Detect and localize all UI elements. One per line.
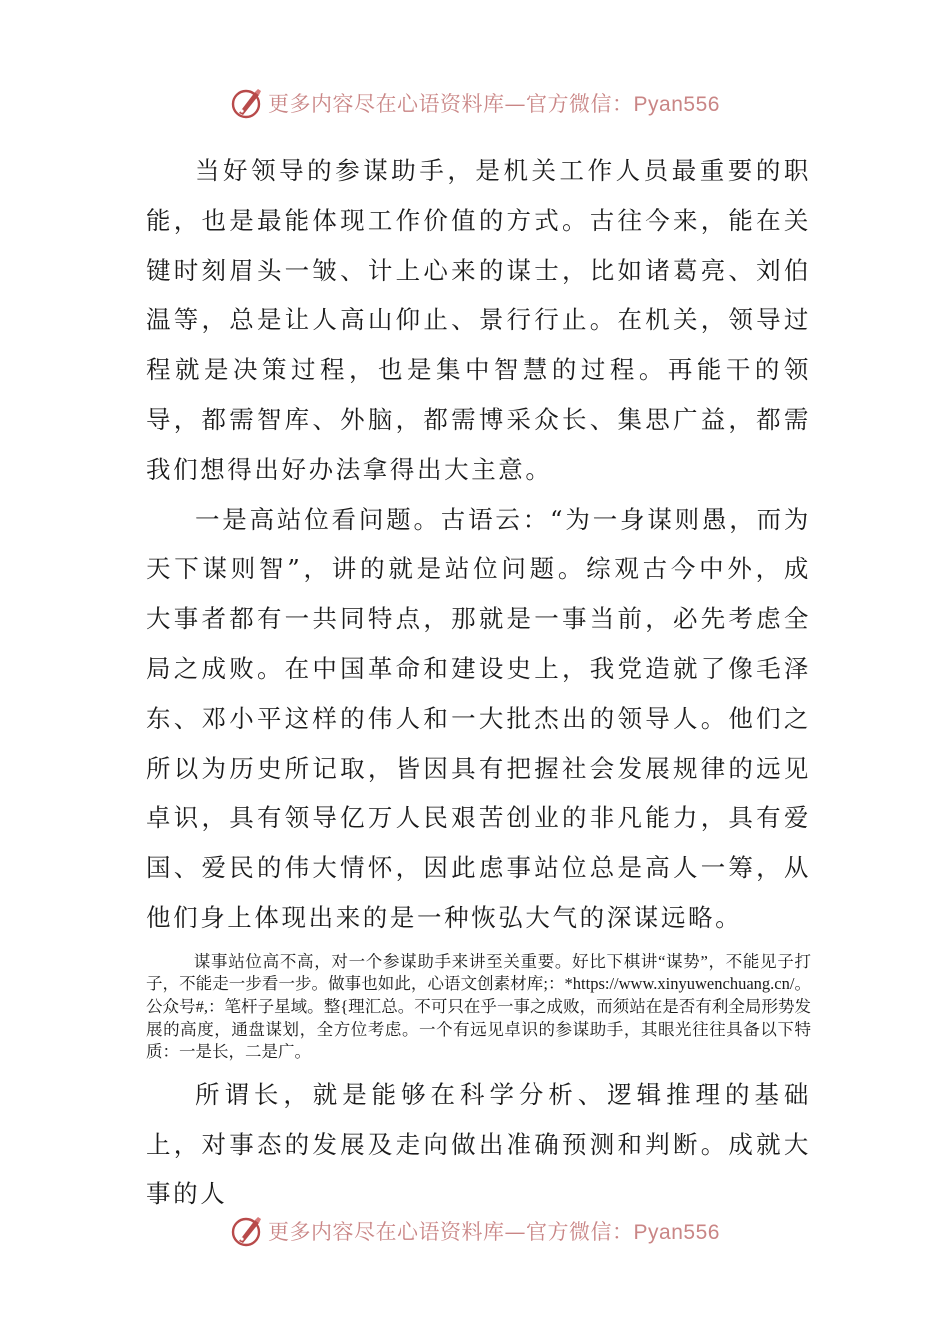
paragraph-2: 一是高站位看问题。古语云：“为一身谋则愚，而为天下谋则智”，讲的就是站位问题。综观古今中外，成大事者都有一共同特点，那就是一事当前，必先考虑全局之成败。在中国革命和建设史上，我党造就了像毛泽东、邓小平这样的伟人和一大批杰出的领导人。他们之所以为历史所记取，皆因具有把握社会发展规律的远见卓识，具有领导亿万人民艰苦创业的非凡能力，具有爱国、爱民的伟大情怀，因此虑事站位总是高人一筹，从他们身上体现出来的是一种恢弘大气的深谋远略。 bbox=[146, 504, 811, 932]
header-banner bbox=[0, 83, 950, 123]
pen-logo-icon bbox=[230, 1214, 264, 1248]
footer-banner bbox=[0, 1211, 950, 1251]
banner-wechat-id: Pyan556 bbox=[633, 1221, 720, 1244]
small-print-paragraph: 谋事站位高不高，对一个参谋助手来讲至关重要。好比下棋讲“谋势”，不能见子打子，不能走一步看一步。做事也如此，心语文创素材库;：*https://www.xinyuwenchuang.cn/。公众号#,：笔杆子星域。整{理汇总。不可只在乎一事之成败，而须站在是否有利全局形势发展的高度，通盘谋划，全方位考虑。一个有远见卓识的参谋助手，其眼光往往具备以下特质：一是长，二是广。 bbox=[146, 951, 811, 1062]
paragraph-1: 当好领导的参谋助手，是机关工作人员最重要的职能，也是最能体现工作价值的方式。古往今来，能在关键时刻眉头一皱、计上心来的谋士，比如诸葛亮、刘伯温等，总是让人高山仰止、景行行止。在机关，领导过程就是决策过程，也是集中智慧的过程。再能干的领导，都需智库、外脑，都需博采众长、集思广益，都需我们想得出好办法拿得出大主意。 bbox=[146, 156, 811, 484]
paragraph-3: 所谓长，就是能够在科学分析、逻辑推理的基础上，对事态的发展及走向做出准确预测和判断。成就大事的人 bbox=[146, 1079, 811, 1209]
banner-text: 更多内容尽在心语资料库—官方微信：Pyan556 bbox=[268, 1220, 720, 1244]
document-body bbox=[146, 146, 811, 1219]
banner-text: 更多内容尽在心语资料库—官方微信：Pyan556 bbox=[268, 92, 720, 116]
pen-logo-icon bbox=[230, 86, 264, 120]
banner-wechat-id: Pyan556 bbox=[633, 93, 720, 116]
